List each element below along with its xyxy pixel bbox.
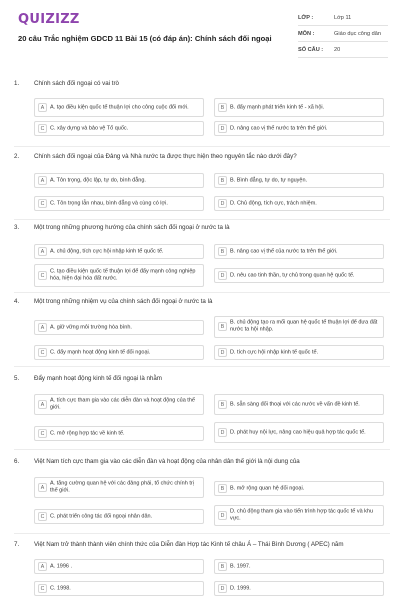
option-text: B. mở rộng quan hệ đối ngoại. [230,484,305,491]
question-number: 5. [14,375,20,382]
option-letter: A [38,247,47,256]
option-text: C. mở rộng hợp tác về kinh tế. [50,429,125,436]
question-number: 1. [14,80,20,87]
question-divider [14,219,390,220]
question-text: Đẩy mạnh hoạt động kinh tế đối ngoại là nhằm [34,375,162,382]
option-text: A. 1996 . [50,562,73,569]
option-b[interactable] [214,316,384,338]
option-letter: C [38,429,47,438]
option-a[interactable] [34,320,204,335]
option-text: D. phát huy nội lực, nâng cao hiệu quả hợp tác quốc tế. [230,428,366,435]
option-d[interactable] [214,121,384,136]
option-text: B. chủ động tạo ra mối quan hệ quốc tế thuận lợi để đưa đất nước ta hội nhập. [230,319,378,333]
question-header [14,80,390,94]
question-2 [14,153,390,217]
meta-row-question-count [298,43,388,58]
option-letter: A [38,323,47,332]
question-divider [14,366,390,367]
option-b[interactable] [214,98,384,117]
option-letter: D [218,348,227,357]
option-c[interactable] [34,264,204,287]
question-header [14,541,390,555]
option-b[interactable] [214,173,384,188]
question-number: 3. [14,224,20,231]
option-d[interactable] [214,581,384,596]
option-text: D. tích cực hội nhập kinh tế quốc tế. [230,348,319,355]
meta-value: 20 [334,47,341,53]
option-letter: B [218,484,227,493]
option-letter: A [38,176,47,185]
meta-value: Giáo dục công dân [334,31,381,37]
option-c[interactable] [34,509,204,524]
option-letter: D [218,124,227,133]
option-b[interactable] [214,481,384,496]
option-letter: C [38,348,47,357]
option-d[interactable] [214,268,384,283]
question-header [14,375,390,389]
question-number: 6. [14,458,20,465]
option-letter: D [218,584,227,593]
option-text: C. tạo điều kiện quốc tế thuận lợi để đẩy mạnh công nghiệp hóa, hiện đại hóa đất nước. [50,268,196,282]
meta-row-subject [298,27,388,42]
option-text: B. nâng cao vị thế của nước ta trên thế giới. [230,247,338,254]
option-text: A. tạo điều kiện quốc tế thuận lợi cho công cuộc đổi mới. [50,103,189,110]
option-letter: D [218,428,227,437]
option-letter: D [218,271,227,280]
option-a[interactable] [34,394,204,415]
question-number: 2. [14,153,20,160]
option-text: A. chủ động, tích cực hội nhập kinh tế quốc tế. [50,247,164,254]
option-text: C. 1998. [50,584,71,591]
option-letter: C [38,271,47,280]
option-a[interactable] [34,244,204,259]
option-letter: B [218,247,227,256]
option-a[interactable] [34,173,204,188]
question-divider [14,449,390,450]
question-7 [14,541,390,599]
option-text: C. xây dựng và bảo vệ Tổ quốc. [50,124,129,131]
question-header [14,153,390,167]
question-number: 7. [14,541,20,548]
option-text: B. đẩy mạnh phát triển kinh tế - xã hội. [230,103,325,110]
option-b[interactable] [214,559,384,574]
question-header [14,458,390,472]
option-text: B. 1997. [230,562,251,569]
option-letter: A [38,400,47,409]
option-a[interactable] [34,559,204,574]
option-letter: C [38,584,47,593]
meta-label: LỚP : [298,15,314,21]
question-3 [14,224,390,294]
meta-label: MÔN : [298,31,315,37]
option-text: B. Bình đẳng, tự do, tự nguyện. [230,176,308,183]
question-header [14,298,390,312]
question-1 [14,80,390,142]
option-text: A. tích cực tham gia vào các diễn đàn và hoạt động của thế giới. [50,397,195,411]
option-d[interactable] [214,422,384,443]
question-divider [14,533,390,534]
option-text: A. giữ vững môi trường hòa bình. [50,323,132,330]
option-letter: C [38,512,47,521]
option-letter: B [218,400,227,409]
quizizz-logo: QUIZIZZ [18,12,80,27]
option-letter: D [218,199,227,208]
meta-value: Lớp 11 [334,15,352,21]
question-divider [14,146,390,147]
option-letter: A [38,483,47,492]
option-text: B. sẵn sàng đối thoại với các nước về vấn đề kinh tế. [230,400,360,407]
question-text: Một trong những nhiệm vụ của chính sách đối ngoại ở nước ta là [34,298,213,305]
option-letter: A [38,103,47,112]
question-6 [14,458,390,530]
worksheet-header [0,0,400,70]
option-a[interactable] [34,477,204,498]
meta-row-grade [298,11,388,26]
option-b[interactable] [214,394,384,415]
option-text: D. nêu cao tinh thần, tự chủ trong quan hệ quốc tế. [230,271,355,278]
option-letter: D [218,511,227,520]
option-a[interactable] [34,98,204,117]
option-c[interactable] [34,196,204,211]
option-letter: B [218,562,227,571]
question-4 [14,298,390,368]
option-text: C. phát triển công tác đối ngoại nhân dân. [50,512,153,519]
meta-label: SỐ CÂU : [298,47,324,53]
option-b[interactable] [214,244,384,259]
option-letter: C [38,124,47,133]
question-divider [14,292,390,293]
question-text: Chính sách đối ngoại của Đảng và Nhà nước ta được thực hiện theo nguyên tắc nào dưới đây? [34,153,297,160]
option-letter: B [218,176,227,185]
option-letter: B [218,103,227,112]
option-c[interactable] [34,121,204,136]
question-number: 4. [14,298,20,305]
option-c[interactable] [34,426,204,441]
worksheet-title: 20 câu Trắc nghiệm GDCD 11 Bài 15 (có đáp án): Chính sách đối ngoại [18,34,272,43]
question-text: Việt Nam trở thành thành viên chính thức của Diễn đàn Hợp tác Kinh tế châu Á – Thái Bình Dương ( APEC) năm [34,541,344,548]
option-text: D. Chủ động, tích cực, trách nhiệm. [230,199,317,206]
option-text: A. tăng cường quan hệ với các đảng phái, tổ chức chính trị thế giới. [50,480,194,494]
option-letter: B [218,322,227,331]
option-letter: A [38,562,47,571]
question-text: Việt Nam tích cực tham gia vào các diễn đàn và hoạt động của nhân dân thế giới là nội dung của [34,458,300,465]
option-d[interactable] [214,345,384,360]
option-c[interactable] [34,581,204,596]
option-text: C. Tôn trọng lẫn nhau, bình đẳng và cùng có lợi. [50,199,168,206]
option-d[interactable] [214,196,384,211]
question-header [14,224,390,238]
option-c[interactable] [34,345,204,360]
option-text: A. Tôn trọng, độc lập, tự do, bình đẳng. [50,176,146,183]
option-text: D. 1999. [230,584,251,591]
option-text: D. nâng cao vị thế nước ta trên thế giới. [230,124,328,131]
option-d[interactable] [214,505,384,526]
option-text: C. đẩy mạnh hoạt động kinh tế đối ngoại. [50,348,151,355]
option-letter: C [38,199,47,208]
option-text: D. chủ động tham gia vào tiến trình hợp tác quốc tế và khu vực. [230,508,374,522]
question-text: Một trong những phương hướng của chính sách đối ngoại ở nước ta là [34,224,230,231]
question-5 [14,375,390,447]
question-text: Chính sách đối ngoại có vai trò [34,80,119,87]
